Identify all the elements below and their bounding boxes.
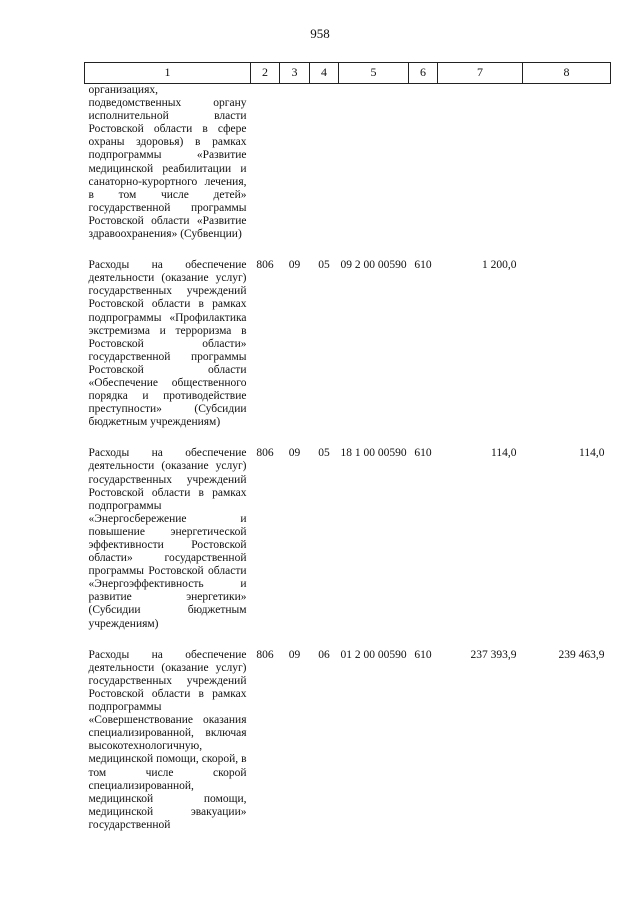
row-expense-type: 610 bbox=[414, 648, 432, 661]
row-expense-type bbox=[409, 84, 438, 242]
row-section: 09 bbox=[288, 259, 301, 272]
row-target-article: 18 1 00 00590 bbox=[340, 447, 407, 460]
row-amount-year2: 114,0 bbox=[579, 447, 605, 460]
row-description: Расходы на обеспечение деятельности (оказание услуг) государственных учреждений Ростовской области в рамках подпрограммы «Профилактика экстремизма и терроризма в Ростовской области» государственной программы Ростовской области «Обеспечение общественного порядка и противодействие преступности» (Субсидии бюджетным учреждениям) bbox=[88, 259, 247, 429]
row-amount-year1: 237 393,9 bbox=[470, 648, 517, 661]
row-ministry-code: 806 bbox=[256, 447, 274, 460]
table-row bbox=[85, 84, 611, 242]
table-header-row bbox=[85, 63, 611, 84]
row-amount-year2 bbox=[523, 84, 611, 242]
row-amount-year1 bbox=[438, 84, 523, 242]
row-expense-type: 610 bbox=[414, 447, 432, 460]
header-col-2: 2 bbox=[251, 63, 280, 84]
row-amount-year2: 239 463,9 bbox=[558, 648, 605, 661]
row-subsection: 06 bbox=[318, 648, 330, 661]
header-col-7: 7 bbox=[438, 63, 523, 84]
row-target-article: 09 2 00 00590 bbox=[340, 259, 407, 272]
row-subsection: 05 bbox=[318, 447, 330, 460]
row-section bbox=[280, 84, 310, 242]
row-subsection: 05 bbox=[318, 259, 330, 272]
header-col-5: 5 bbox=[339, 63, 409, 84]
header-col-8: 8 bbox=[523, 63, 611, 84]
row-subsection bbox=[310, 84, 339, 242]
header-col-1: 1 bbox=[85, 63, 251, 84]
row-expense-type: 610 bbox=[414, 259, 432, 272]
table-row bbox=[85, 647, 611, 832]
header-col-4: 4 bbox=[310, 63, 339, 84]
row-description: Расходы на обеспечение деятельности (оказание услуг) государственных учреждений Ростовской области в рамках подпрограммы «Совершенствование оказания специализированной, включая высокотехнологичную, медицинской помощи, скорой, в том числе скорой специализированной, медицинской помощи, медицинской эвакуации» государственной bbox=[88, 648, 247, 831]
row-section: 09 bbox=[288, 648, 301, 661]
row-amount-year1: 114,0 bbox=[491, 447, 517, 460]
table-row bbox=[85, 445, 611, 630]
row-ministry-code bbox=[251, 84, 280, 242]
row-description: организациях, подведомственных органу исполнительной власти Ростовской области в сфере охраны здоровья) в рамках подпрограммы «Развитие медицинской реабилитации и санаторно-курортного лечения, в том числе детей» государственной программы Ростовской области «Развитие здравоохранения» (Субвенции) bbox=[88, 84, 247, 241]
row-target-article: 01 2 00 00590 bbox=[340, 648, 407, 661]
table-row bbox=[85, 257, 611, 429]
header-col-6: 6 bbox=[409, 63, 438, 84]
row-target-article bbox=[339, 84, 409, 242]
page-number: 958 bbox=[310, 26, 330, 41]
row-ministry-code: 806 bbox=[256, 648, 274, 661]
row-amount-year1: 1 200,0 bbox=[482, 259, 517, 272]
header-col-3: 3 bbox=[280, 63, 310, 84]
row-section: 09 bbox=[288, 447, 301, 460]
row-amount-year2 bbox=[523, 257, 611, 429]
row-ministry-code: 806 bbox=[256, 259, 274, 272]
budget-table bbox=[84, 62, 611, 832]
row-description: Расходы на обеспечение деятельности (оказание услуг) государственных учреждений Ростовской области в рамках подпрограммы «Энергосбережение и повышение энергетической эффективности Ростовской области» государственной программы Ростовской области «Энергоэффективность и развитие энергетики» (Субсидии бюджетным учреждениям) bbox=[88, 447, 247, 630]
